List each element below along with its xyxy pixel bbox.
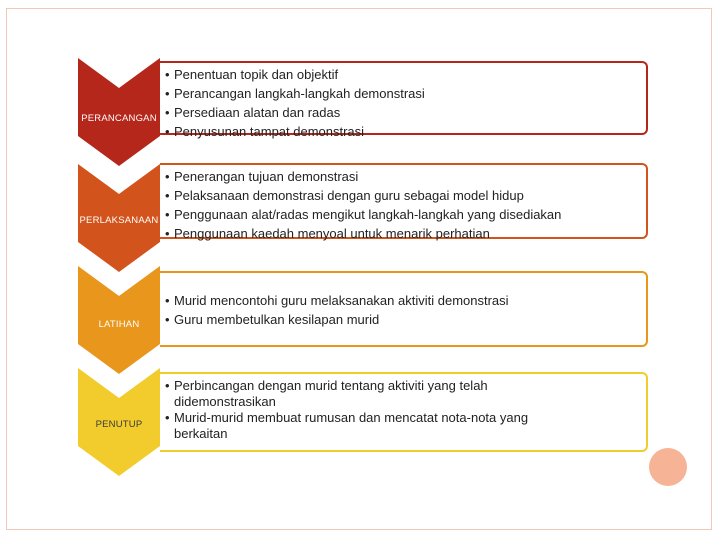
stage-label: PERLAKSANAAN: [79, 215, 159, 226]
list-item: • Murid-murid membuat rumusan dan mencatat nota-nota yang berkaitan: [160, 410, 566, 442]
stage-chevron-perancangan: [78, 58, 160, 166]
stage-item-list: [160, 291, 646, 329]
stage-chevron-latihan: [78, 266, 160, 374]
stage-chevron-penutup: [78, 368, 160, 476]
stage-label: LATIHAN: [98, 319, 140, 330]
stage-item-list: [160, 378, 646, 442]
stage-chevron-perlaksanaan: [78, 164, 160, 272]
list-item: • Penyusunan tampat demonstrasi: [160, 122, 646, 141]
stage-label: PENUTUP: [95, 419, 143, 430]
stage-label: PERANCANGAN: [81, 113, 157, 124]
stage-item-list: [160, 167, 646, 243]
list-item: • Penggunaan kaedah menyoal untuk menarik perhatian: [160, 224, 646, 243]
list-item: • Murid mencontohi guru melaksanakan aktiviti demonstrasi: [160, 291, 646, 310]
stage-box-latihan: [160, 271, 648, 347]
list-item: • Penentuan topik dan objektif: [160, 65, 646, 84]
list-item: • Penerangan tujuan demonstrasi: [160, 167, 646, 186]
stage-item-list: [160, 65, 646, 141]
list-item: • Penggunaan alat/radas mengikut langkah-langkah yang disediakan: [160, 205, 646, 224]
stage-box-perlaksanaan: [160, 163, 648, 239]
list-item: • Perancangan langkah-langkah demonstrasi: [160, 84, 646, 103]
list-item: • Pelaksanaan demonstrasi dengan guru sebagai model hidup: [160, 186, 646, 205]
list-item: • Persediaan alatan dan radas: [160, 103, 646, 122]
list-item: • Perbincangan dengan murid tentang aktiviti yang telah didemonstrasikan: [160, 378, 566, 410]
chevron-shape: [78, 58, 160, 166]
list-item: • Guru membetulkan kesilapan murid: [160, 310, 646, 329]
stage-box-penutup: [160, 372, 648, 452]
decorative-circle: [649, 448, 687, 486]
stage-box-perancangan: [160, 61, 648, 139]
